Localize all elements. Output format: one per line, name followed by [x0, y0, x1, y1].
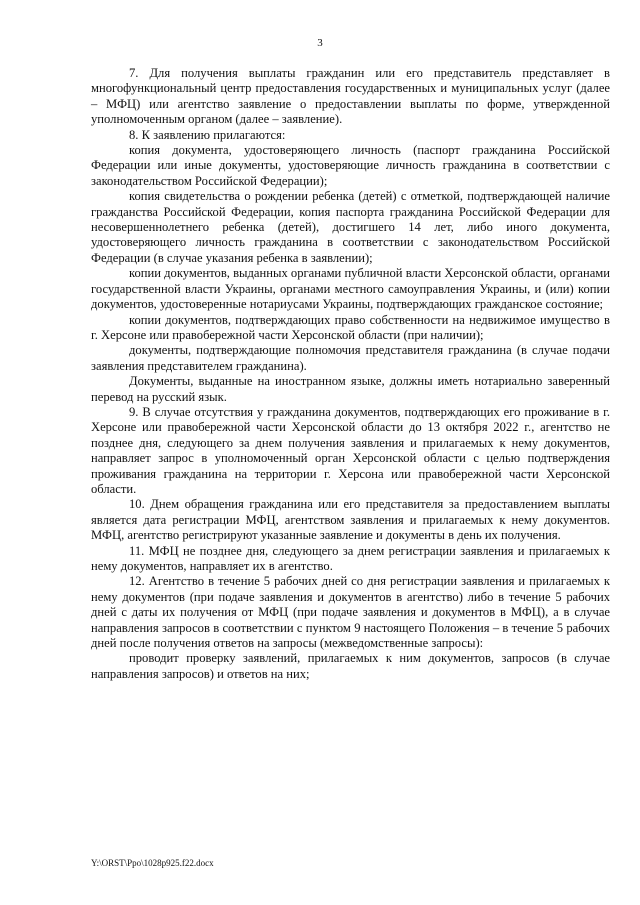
list-item-representative-authority: документы, подтверждающие полномочия представителя гражданина (в случае подачи заявления представителем гражданина). — [91, 343, 610, 373]
list-item-birth-certificate: копия свидетельства о рождении ребенка (детей) с отметкой, подтверждающей наличие гражданства Российской Федерации, копия паспорта гражданина Российской Федерации для несовершеннолетнего ребенка (детей), достигшего 14 лет, либо иного документа, удостоверяющего личность гражданина в соответствии с законодательством Российской Федерации (в случае указания ребенка в заявлении); — [91, 189, 610, 265]
paragraph-12: 12. Агентство в течение 5 рабочих дней со дня регистрации заявления и прилагаемых к нему документов (при подаче заявления и документов в агентство) либо в течение 5 рабочих дней с даты их получения от МФЦ (при подаче заявления и документов в МФЦ), а в случае направления запросов в соответствии с пунктом 9 настоящего Положения – в течение 5 рабочих дней после получения ответов на запросы (межведомственные запросы): — [91, 574, 610, 651]
paragraph-11: 11. МФЦ не позднее дня, следующего за днем регистрации заявления и прилагаемых к нему документов, направляет их в агентство. — [91, 543, 610, 573]
paragraph-9: 9. В случае отсутствия у гражданина документов, подтверждающих его проживание в г. Херсоне или правобережной части Херсонской области до 13 октября 2022 г., агентство не позднее дня, следующего за днем получения заявления и прилагаемых к нему документов, направляет запрос в уполномоченный орган Херсонской области с целью подтверждения проживания гражданина на территории г. Херсона или правобережной части Херсонской области. — [91, 404, 610, 496]
list-item-verification: проводит проверку заявлений, прилагаемых к ним документов, запросов (в случае направления запросов) и ответов на них; — [91, 651, 610, 681]
document-body — [91, 66, 610, 682]
list-item-identity-document: копия документа, удостоверяющего личность (паспорт гражданина Российской Федерации или иные документы, удостоверяющие личность гражданина в соответствии с законодательством Российской Федерации); — [91, 143, 610, 188]
page-number: 3 — [317, 37, 323, 49]
paragraph-7: 7. Для получения выплаты гражданин или его представитель представляет в многофункциональный центр предоставления государственных и муниципальных услуг (далее – МФЦ) или агентство заявление о предоставлении выплаты по форме, утвержденной уполномоченным органом (далее – заявление). — [91, 66, 610, 127]
list-item-property-documents: копии документов, подтверждающих право собственности на недвижимое имущество в г. Херсоне или правобережной части Херсонской области (при наличии); — [91, 312, 610, 342]
paragraph-10: 10. Днем обращения гражданина или его представителя за предоставлением выплаты является дата регистрации МФЦ, агентством заявления и прилагаемых к нему документов. МФЦ, агентство регистрируют указанные заявление и документы в день их получения. — [91, 497, 610, 543]
paragraph-8: 8. К заявлению прилагаются: — [129, 127, 286, 142]
file-path-footer: Y:\ORST\Ppo\1028p925.f22.docx — [91, 858, 214, 868]
paragraph-foreign-language-documents: Документы, выданные на иностранном языке, должны иметь нотариально заверенный перевод на русский язык. — [91, 374, 610, 404]
list-item-civil-status-documents: копии документов, выданных органами публичной власти Херсонской области, органами государственной власти Украины, органами местного самоуправления Украины, и (или) копии документов, удостоверенные нотариусами Украины, подтверждающих гражданское состояние; — [91, 266, 610, 312]
